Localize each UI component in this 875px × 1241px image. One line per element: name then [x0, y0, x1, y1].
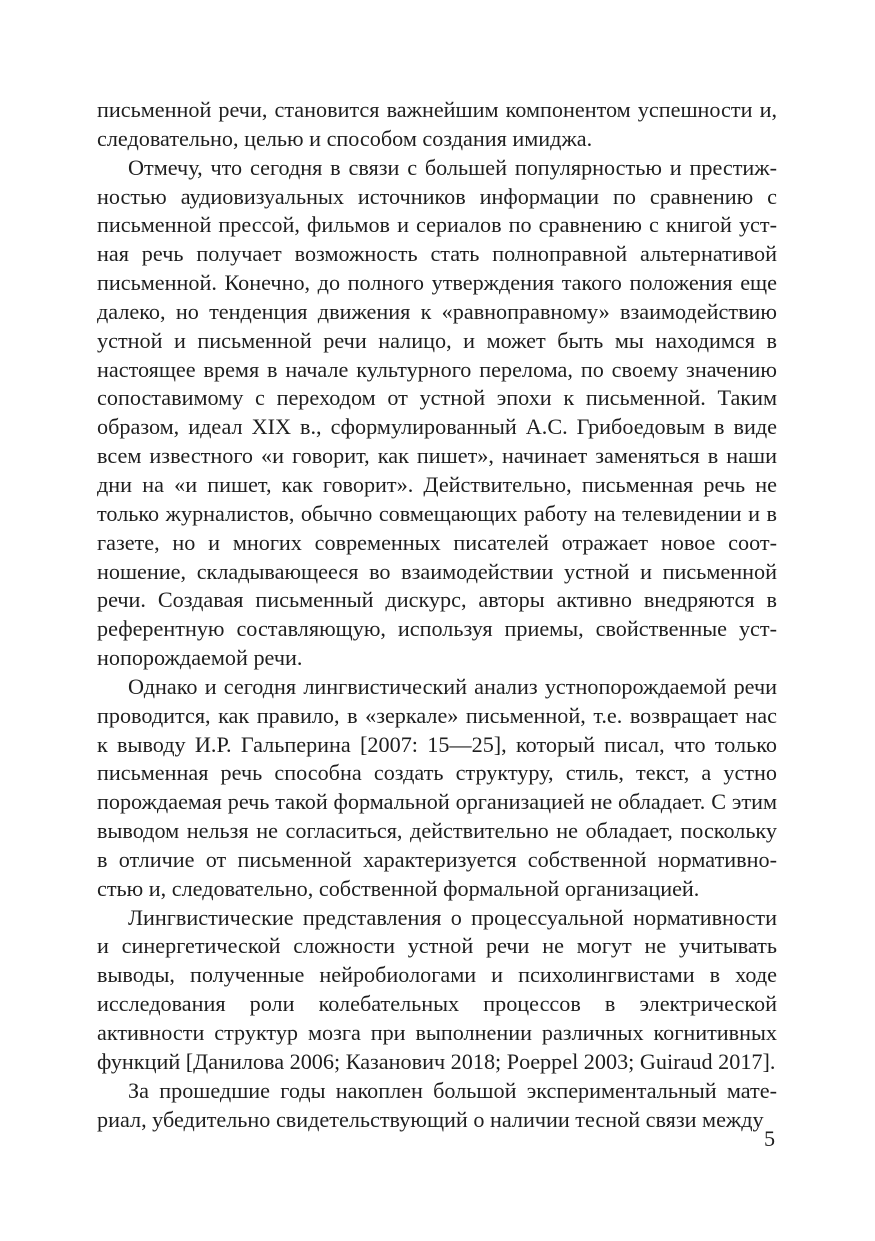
paragraph-2: Отмечу, что сегодня в связи с большей популярностью и престижностью аудиовизуальных источников информации по сравнению с письменной прессой, фильмов и сериалов по сравнению с книгой устная речь получает возможность стать полноправной альтернативой письменной. Конечно, до полного утверждения такого положения еще далеко, но тенденция движения к «равноправному» взаимодействию устной и письменной речи налицо, и может быть мы находимся в настоящее время в начале культурного перелома, по своему значению сопоставимому с переходом от устной эпохи к письменной. Таким образом, идеал XIX в., сформулированный А.С. Грибоедовым в виде всем известного «и говорит, как пишет», начинает заменяться в наши дни на «и пишет, как говорит». Действительно, письменная речь не только журналистов, обычно совмещающих работу на телевидении и в газете, но и многих современных писателей отражает новое соотношение, складывающееся во взаимодействии устной и письменной речи. Создавая письменный дискурс, авторы активно внедряются в референтную составляющую, используя приемы, свойственные устнопорождаемой речи.: [97, 154, 777, 671]
paragraph-5: За прошедшие годы накоплен большой экспериментальный материал, убедительно свидетельствующий о наличии тесной связи между: [97, 1077, 777, 1132]
page-number: 5: [764, 1126, 776, 1151]
paragraph-3: Однако и сегодня лингвистический анализ устнопорождаемой речи проводится, как правило, в «зеркале» письменной, т.е. возвращает нас к выводу И.Р. Гальперина [2007: 15—25], который писал, что только письменная речь способна создать структуру, стиль, текст, а устно порождаемая речь такой формальной организацией не обладает. С этим выводом нельзя не согласиться, действительно не обладает, поскольку в отличие от письменной характеризуется собственной нормативностью и, следовательно, собственной формальной организацией.: [97, 673, 777, 901]
body-text: [97, 96, 777, 1134]
paragraph-1: письменной речи, становится важнейшим компонентом успешности и, следовательно, целью и способом создания имиджа.: [97, 97, 777, 151]
paragraph-4: Лингвистические представления о процессуальной нормативности и синергетической сложности устной речи не могут не учитывать выводы, полученные нейробиологами и психолингвистами в ходе исследования роли колебательных процессов в электрической активности структур мозга при выполнении различных когнитивных функций [Данилова 2006; Казанович 2018; Poeppel 2003; Guiraud 2017].: [97, 904, 777, 1074]
